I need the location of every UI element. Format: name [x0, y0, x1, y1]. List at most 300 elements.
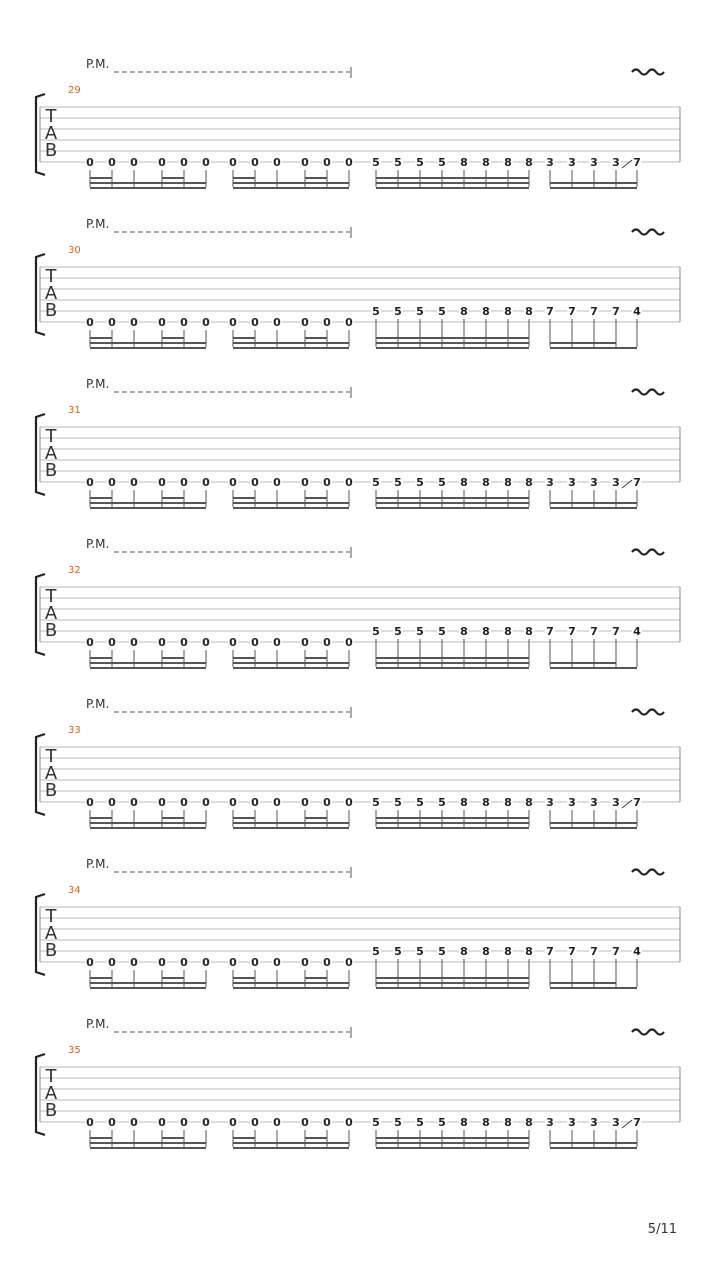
tab-system	[36, 697, 680, 829]
note-fret: 8	[525, 945, 533, 958]
note-fret: 8	[482, 305, 490, 318]
beam	[376, 1137, 529, 1139]
beam	[233, 502, 349, 504]
note-fret: 0	[130, 1116, 138, 1129]
beam	[550, 822, 616, 824]
note-fret: 0	[251, 796, 259, 809]
note-fret: 8	[504, 796, 512, 809]
palm-mute-label: P.M.	[86, 217, 110, 231]
note-fret: 0	[345, 476, 353, 489]
beam	[376, 1142, 529, 1144]
beam	[90, 667, 206, 669]
vibrato-icon	[632, 870, 664, 875]
note-fret: 0	[180, 156, 188, 169]
note-fret: 7	[633, 796, 641, 809]
note-fret: 0	[229, 956, 237, 969]
note-fret: 0	[323, 796, 331, 809]
beam-secondary	[305, 497, 327, 499]
note-fret: 0	[323, 156, 331, 169]
note-fret: 0	[202, 1116, 210, 1129]
note-fret: 5	[416, 305, 424, 318]
note-fret: 0	[202, 636, 210, 649]
note-fret: 5	[372, 1116, 380, 1129]
note-fret: 8	[482, 476, 490, 489]
note-fret: 0	[86, 156, 94, 169]
tab-clef-letter: A	[44, 123, 58, 144]
note-fret: 7	[568, 945, 576, 958]
tab-clef-letter: B	[44, 620, 58, 641]
beam-secondary	[90, 337, 112, 339]
beam-secondary	[162, 977, 184, 979]
note-fret: 0	[251, 956, 259, 969]
note-fret: 0	[158, 156, 166, 169]
note-fret: 3	[590, 156, 598, 169]
note-fret: 0	[229, 1116, 237, 1129]
beam	[376, 507, 529, 509]
note-fret: 0	[158, 956, 166, 969]
note-fret: 7	[546, 625, 554, 638]
note-fret: 8	[482, 1116, 490, 1129]
note-fret: 0	[130, 476, 138, 489]
note-fret: 8	[504, 476, 512, 489]
note-fret: 0	[158, 316, 166, 329]
note-fret: 0	[108, 636, 116, 649]
tab-clef-letter: A	[44, 923, 58, 944]
beam	[90, 982, 206, 984]
slide-mark	[622, 1120, 632, 1128]
note-fret: 0	[345, 956, 353, 969]
tab-clef-letter: B	[44, 460, 58, 481]
beam	[233, 667, 349, 669]
tab-clef-letter: B	[44, 940, 58, 961]
beam	[90, 502, 206, 504]
note-fret: 0	[130, 956, 138, 969]
vibrato-icon	[632, 1030, 664, 1035]
note-fret: 0	[273, 956, 281, 969]
note-fret: 3	[590, 476, 598, 489]
tab-clef-letter: B	[44, 140, 58, 161]
note-fret: 0	[323, 636, 331, 649]
beam	[376, 342, 529, 344]
note-fret: 8	[525, 156, 533, 169]
note-fret: 0	[108, 796, 116, 809]
tab-clef-letter: A	[44, 603, 58, 624]
note-fret: 0	[273, 1116, 281, 1129]
note-fret: 3	[590, 796, 598, 809]
note-fret: 0	[202, 316, 210, 329]
beam-secondary	[233, 977, 255, 979]
beam	[550, 1142, 616, 1144]
note-fret: 5	[394, 796, 402, 809]
note-fret: 0	[229, 156, 237, 169]
note-fret: 3	[568, 156, 576, 169]
beam	[233, 822, 349, 824]
note-fret: 3	[568, 1116, 576, 1129]
note-fret: 0	[86, 636, 94, 649]
beam	[550, 987, 637, 989]
note-fret: 0	[273, 636, 281, 649]
note-fret: 5	[416, 796, 424, 809]
beam	[376, 977, 529, 979]
note-fret: 8	[504, 1116, 512, 1129]
beam	[90, 822, 206, 824]
note-fret: 8	[504, 945, 512, 958]
note-fret: 0	[180, 956, 188, 969]
tab-clef-letter: A	[44, 763, 58, 784]
beam-secondary	[162, 497, 184, 499]
note-fret: 4	[633, 625, 641, 638]
tab-clef-letter: T	[45, 746, 57, 767]
note-fret: 0	[229, 636, 237, 649]
beam	[376, 822, 529, 824]
note-fret: 5	[416, 945, 424, 958]
beam	[376, 657, 529, 659]
note-fret: 7	[612, 945, 620, 958]
note-fret: 8	[460, 945, 468, 958]
beam	[90, 342, 206, 344]
page-number: 5/11	[647, 1222, 677, 1237]
tab-clef-letter: T	[45, 586, 57, 607]
note-fret: 0	[273, 316, 281, 329]
beam-secondary	[162, 337, 184, 339]
note-fret: 5	[394, 156, 402, 169]
beam-secondary	[305, 1137, 327, 1139]
note-fret: 8	[460, 796, 468, 809]
beam-secondary	[305, 337, 327, 339]
measure-number: 30	[68, 245, 81, 256]
note-fret: 0	[86, 316, 94, 329]
note-fret: 0	[345, 796, 353, 809]
note-fret: 8	[460, 476, 468, 489]
beam	[550, 502, 616, 504]
beam	[233, 342, 349, 344]
note-fret: 0	[323, 956, 331, 969]
note-fret: 5	[438, 476, 446, 489]
note-fret: 3	[546, 476, 554, 489]
beam	[233, 182, 349, 184]
note-fret: 5	[416, 476, 424, 489]
beam-secondary	[162, 817, 184, 819]
note-fret: 5	[416, 625, 424, 638]
beam	[233, 987, 349, 989]
note-fret: 3	[612, 796, 620, 809]
note-fret: 0	[323, 1116, 331, 1129]
note-fret: 0	[130, 156, 138, 169]
beam	[233, 507, 349, 509]
measure-number: 31	[68, 405, 81, 416]
vibrato-icon	[632, 550, 664, 555]
note-fret: 8	[482, 796, 490, 809]
note-fret: 8	[525, 1116, 533, 1129]
beam	[376, 337, 529, 339]
note-fret: 8	[482, 156, 490, 169]
beam	[550, 342, 616, 344]
note-fret: 0	[180, 796, 188, 809]
note-fret: 0	[229, 316, 237, 329]
palm-mute-label: P.M.	[86, 697, 110, 711]
beam-secondary	[90, 817, 112, 819]
note-fret: 7	[633, 156, 641, 169]
tab-clef-letter: T	[45, 1066, 57, 1087]
beam	[233, 1147, 349, 1149]
beam-secondary	[233, 337, 255, 339]
beam	[550, 347, 637, 349]
tab-clef-letter: A	[44, 283, 58, 304]
tab-clef-letter: B	[44, 780, 58, 801]
palm-mute-label: P.M.	[86, 857, 110, 871]
palm-mute-label: P.M.	[86, 377, 110, 391]
note-fret: 8	[504, 156, 512, 169]
note-fret: 0	[251, 476, 259, 489]
note-fret: 0	[323, 476, 331, 489]
tab-system	[36, 857, 680, 989]
note-fret: 5	[416, 1116, 424, 1129]
measure-number: 35	[68, 1045, 81, 1056]
beam	[376, 177, 529, 179]
note-fret: 3	[568, 796, 576, 809]
measure-number: 29	[68, 85, 81, 96]
note-fret: 0	[301, 316, 309, 329]
note-fret: 0	[229, 796, 237, 809]
note-fret: 5	[372, 156, 380, 169]
note-fret: 0	[345, 636, 353, 649]
beam-secondary	[162, 177, 184, 179]
note-fret: 5	[416, 156, 424, 169]
beam	[90, 987, 206, 989]
note-fret: 0	[251, 316, 259, 329]
tab-clef-letter: A	[44, 1083, 58, 1104]
note-fret: 7	[590, 305, 598, 318]
beam-secondary	[162, 1137, 184, 1139]
note-fret: 4	[633, 945, 641, 958]
note-fret: 7	[590, 945, 598, 958]
palm-mute-label: P.M.	[86, 1017, 110, 1031]
beam-secondary	[162, 657, 184, 659]
note-fret: 0	[180, 316, 188, 329]
beam	[233, 187, 349, 189]
beam-secondary	[90, 1137, 112, 1139]
tab-system	[36, 217, 680, 349]
note-fret: 8	[460, 625, 468, 638]
beam	[550, 187, 637, 189]
note-fret: 0	[345, 316, 353, 329]
note-fret: 8	[482, 625, 490, 638]
beam	[233, 982, 349, 984]
note-fret: 0	[180, 476, 188, 489]
note-fret: 0	[108, 316, 116, 329]
note-fret: 5	[372, 625, 380, 638]
note-fret: 8	[525, 476, 533, 489]
note-fret: 0	[130, 636, 138, 649]
note-fret: 0	[202, 156, 210, 169]
beam	[90, 507, 206, 509]
note-fret: 7	[568, 625, 576, 638]
beam-secondary	[305, 977, 327, 979]
note-fret: 8	[525, 305, 533, 318]
note-fret: 5	[372, 945, 380, 958]
vibrato-icon	[632, 390, 664, 395]
note-fret: 7	[568, 305, 576, 318]
beam-secondary	[90, 977, 112, 979]
note-fret: 3	[612, 476, 620, 489]
note-fret: 0	[158, 636, 166, 649]
note-fret: 3	[546, 156, 554, 169]
vibrato-icon	[632, 70, 664, 75]
note-fret: 3	[546, 1116, 554, 1129]
tab-system	[36, 377, 680, 509]
note-fret: 0	[108, 956, 116, 969]
note-fret: 0	[130, 316, 138, 329]
beam-secondary	[305, 177, 327, 179]
note-fret: 7	[612, 625, 620, 638]
palm-mute-label: P.M.	[86, 537, 110, 551]
beam	[90, 187, 206, 189]
note-fret: 5	[394, 1116, 402, 1129]
beam	[90, 182, 206, 184]
note-fret: 0	[229, 476, 237, 489]
beam-secondary	[305, 657, 327, 659]
beam	[550, 507, 637, 509]
note-fret: 0	[202, 796, 210, 809]
note-fret: 7	[612, 305, 620, 318]
note-fret: 0	[202, 956, 210, 969]
vibrato-icon	[632, 230, 664, 235]
beam	[550, 1147, 637, 1149]
beam	[90, 347, 206, 349]
note-fret: 8	[460, 1116, 468, 1129]
note-fret: 0	[202, 476, 210, 489]
note-fret: 3	[612, 156, 620, 169]
note-fret: 0	[301, 796, 309, 809]
note-fret: 5	[394, 625, 402, 638]
note-fret: 0	[130, 796, 138, 809]
vibrato-icon	[632, 710, 664, 715]
note-fret: 0	[158, 796, 166, 809]
beam	[90, 827, 206, 829]
tab-system	[36, 1017, 680, 1149]
beam	[233, 827, 349, 829]
beam	[376, 187, 529, 189]
tab-clef-letter: T	[45, 426, 57, 447]
note-fret: 7	[546, 305, 554, 318]
note-fret: 0	[108, 1116, 116, 1129]
note-fret: 8	[525, 796, 533, 809]
note-fret: 0	[180, 1116, 188, 1129]
note-fret: 0	[251, 636, 259, 649]
beam	[233, 1142, 349, 1144]
beam	[550, 827, 637, 829]
beam	[376, 1147, 529, 1149]
note-fret: 0	[301, 636, 309, 649]
beam	[376, 182, 529, 184]
beam-secondary	[233, 1137, 255, 1139]
beam-secondary	[233, 497, 255, 499]
tab-clef-letter: T	[45, 106, 57, 127]
tab-clef-letter: T	[45, 266, 57, 287]
slide-mark	[622, 480, 632, 488]
tab-clef-letter: A	[44, 443, 58, 464]
tab-clef-letter: T	[45, 906, 57, 927]
note-fret: 3	[612, 1116, 620, 1129]
note-fret: 8	[525, 625, 533, 638]
beam	[550, 667, 637, 669]
note-fret: 0	[108, 156, 116, 169]
note-fret: 0	[86, 476, 94, 489]
palm-mute-label: P.M.	[86, 57, 110, 71]
note-fret: 7	[633, 476, 641, 489]
beam-secondary	[305, 817, 327, 819]
note-fret: 0	[273, 796, 281, 809]
beam	[90, 1147, 206, 1149]
note-fret: 5	[394, 476, 402, 489]
beam-secondary	[233, 657, 255, 659]
note-fret: 0	[86, 796, 94, 809]
note-fret: 0	[180, 636, 188, 649]
note-fret: 8	[482, 945, 490, 958]
note-fret: 0	[323, 316, 331, 329]
beam	[376, 662, 529, 664]
note-fret: 5	[438, 156, 446, 169]
note-fret: 0	[86, 1116, 94, 1129]
note-fret: 0	[301, 476, 309, 489]
note-fret: 0	[158, 476, 166, 489]
tab-system	[36, 57, 680, 189]
note-fret: 0	[345, 156, 353, 169]
note-fret: 7	[590, 625, 598, 638]
note-fret: 8	[504, 625, 512, 638]
slide-mark	[622, 160, 632, 168]
note-fret: 5	[438, 796, 446, 809]
note-fret: 0	[273, 476, 281, 489]
note-fret: 3	[590, 1116, 598, 1129]
note-fret: 8	[460, 156, 468, 169]
measure-number: 33	[68, 725, 81, 736]
note-fret: 5	[372, 796, 380, 809]
note-fret: 5	[372, 476, 380, 489]
note-fret: 5	[438, 945, 446, 958]
beam	[550, 982, 616, 984]
measure-number: 34	[68, 885, 81, 896]
beam	[90, 662, 206, 664]
beam-secondary	[233, 177, 255, 179]
note-fret: 5	[438, 305, 446, 318]
note-fret: 4	[633, 305, 641, 318]
note-fret: 0	[301, 1116, 309, 1129]
beam	[376, 827, 529, 829]
note-fret: 5	[394, 945, 402, 958]
note-fret: 0	[273, 156, 281, 169]
note-fret: 8	[460, 305, 468, 318]
tab-clef-letter: B	[44, 1100, 58, 1121]
note-fret: 0	[108, 476, 116, 489]
note-fret: 0	[301, 956, 309, 969]
tab-clef-letter: B	[44, 300, 58, 321]
tab-system	[36, 537, 680, 669]
note-fret: 5	[438, 1116, 446, 1129]
note-fret: 3	[568, 476, 576, 489]
note-fret: 5	[394, 305, 402, 318]
note-fret: 8	[504, 305, 512, 318]
note-fret: 0	[158, 1116, 166, 1129]
note-fret: 3	[546, 796, 554, 809]
beam-secondary	[90, 657, 112, 659]
beam	[376, 667, 529, 669]
beam	[550, 662, 616, 664]
beam	[233, 662, 349, 664]
beam-secondary	[90, 497, 112, 499]
note-fret: 0	[86, 956, 94, 969]
beam	[376, 982, 529, 984]
